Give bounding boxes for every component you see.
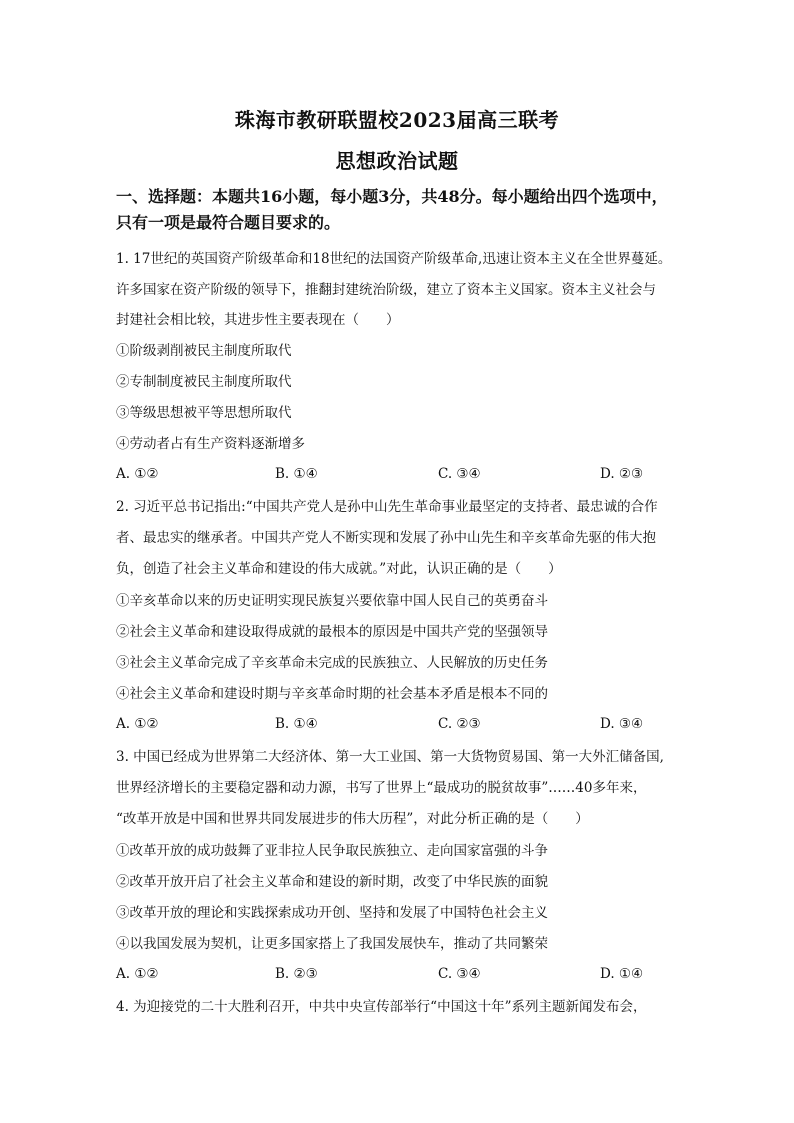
option-a: A. ①② xyxy=(116,966,159,982)
option-a: A. ①② xyxy=(116,716,159,732)
exam-title: 珠海市教研联盟校2023届高三联考 xyxy=(234,108,560,132)
answer-options xyxy=(116,966,686,984)
answer-options xyxy=(116,716,686,734)
question-item: ②社会主义革命和建设取得成就的最根本的原因是中国共产党的坚强领导 xyxy=(116,624,548,640)
question-item: ①辛亥革命以来的历史证明实现民族复兴要依靠中国人民自己的英勇奋斗 xyxy=(116,593,548,609)
option-c: C. ③④ xyxy=(438,466,481,482)
question-item: ②专制制度被民主制度所取代 xyxy=(116,374,292,390)
question-item: ③等级思想被平等思想所取代 xyxy=(116,405,292,421)
option-d: D. ②③ xyxy=(600,466,644,482)
option-c: C. ②③ xyxy=(438,716,481,732)
option-c: C. ③④ xyxy=(438,966,481,982)
question-item: ①阶级剥削被民主制度所取代 xyxy=(116,343,292,359)
question-stem-line: 1. 17世纪的英国资产阶级革命和18世纪的法国资产阶级革命,迅速让资本主义在全世界蔓延。 xyxy=(116,251,672,267)
question-stem-line: 世界经济增长的主要稳定器和动力源，书写了世界上“最成功的脱贫故事”……40多年来， xyxy=(116,780,647,796)
question-stem-line: 许多国家在资产阶级的领导下，推翻封建统治阶级，建立了资本主义国家。资本主义社会与 xyxy=(116,282,656,298)
option-a: A. ①② xyxy=(116,466,159,482)
question-item: ③社会主义革命完成了辛亥革命未完成的民族独立、人民解放的历史任务 xyxy=(116,655,548,671)
question-item: ③改革开放的理论和实践探索成功开创、坚持和发展了中国特色社会主义 xyxy=(116,905,548,921)
question-item: ④以我国发展为契机，让更多国家搭上了我国发展快车，推动了共同繁荣 xyxy=(116,936,548,952)
question-stem-line: 3. 中国已经成为世界第二大经济体、第一大工业国、第一大货物贸易国、第一大外汇储备国, xyxy=(116,749,664,765)
option-d: D. ①④ xyxy=(600,966,644,982)
question-item: ②改革开放开启了社会主义革命和建设的新时期，改变了中华民族的面貌 xyxy=(116,874,548,890)
section-heading xyxy=(116,184,686,236)
exam-subtitle: 思想政治试题 xyxy=(335,149,459,173)
question-stem-line: 封建社会相比较，其进步性主要表现在（ ） xyxy=(116,312,400,328)
answer-options xyxy=(116,466,686,484)
question-item: ④社会主义革命和建设时期与辛亥革命时期的社会基本矛盾是根本不同的 xyxy=(116,686,548,702)
question-stem-line: “改革开放是中国和世界共同发展进步的伟大历程”，对此分析正确的是（ ） xyxy=(116,811,589,827)
option-d: D. ③④ xyxy=(600,716,644,732)
section-heading-line-1: 一、选择题：本题共16小题，每小题3分，共48分。每小题给出四个选项中， xyxy=(116,187,668,206)
option-b: B. ①④ xyxy=(275,716,318,732)
question-stem-line: 负，创造了社会主义革命和建设的伟大成就。”对此，认识正确的是（ ） xyxy=(116,561,562,577)
question-stem-line: 4. 为迎接党的二十大胜利召开，中共中央宣传部举行“中国这十年”系列主题新闻发布会， xyxy=(116,999,647,1015)
question-item: ④劳动者占有生产资料逐渐增多 xyxy=(116,436,305,452)
section-heading-line-2: 只有一项是最符合题目要求的。 xyxy=(116,213,341,232)
question-stem-line: 2. 习近平总书记指出:“中国共产党人是孙中山先生革命事业最坚定的支持者、最忠诚的合作 xyxy=(116,499,658,515)
question-item: ①改革开放的成功鼓舞了亚非拉人民争取民族独立、走向国家富强的斗争 xyxy=(116,843,548,859)
option-b: B. ①④ xyxy=(275,466,318,482)
option-b: B. ②③ xyxy=(275,966,318,982)
question-stem-line: 者、最忠实的继承者。中国共产党人不断实现和发展了孙中山先生和辛亥革命先驱的伟大抱 xyxy=(116,530,656,546)
